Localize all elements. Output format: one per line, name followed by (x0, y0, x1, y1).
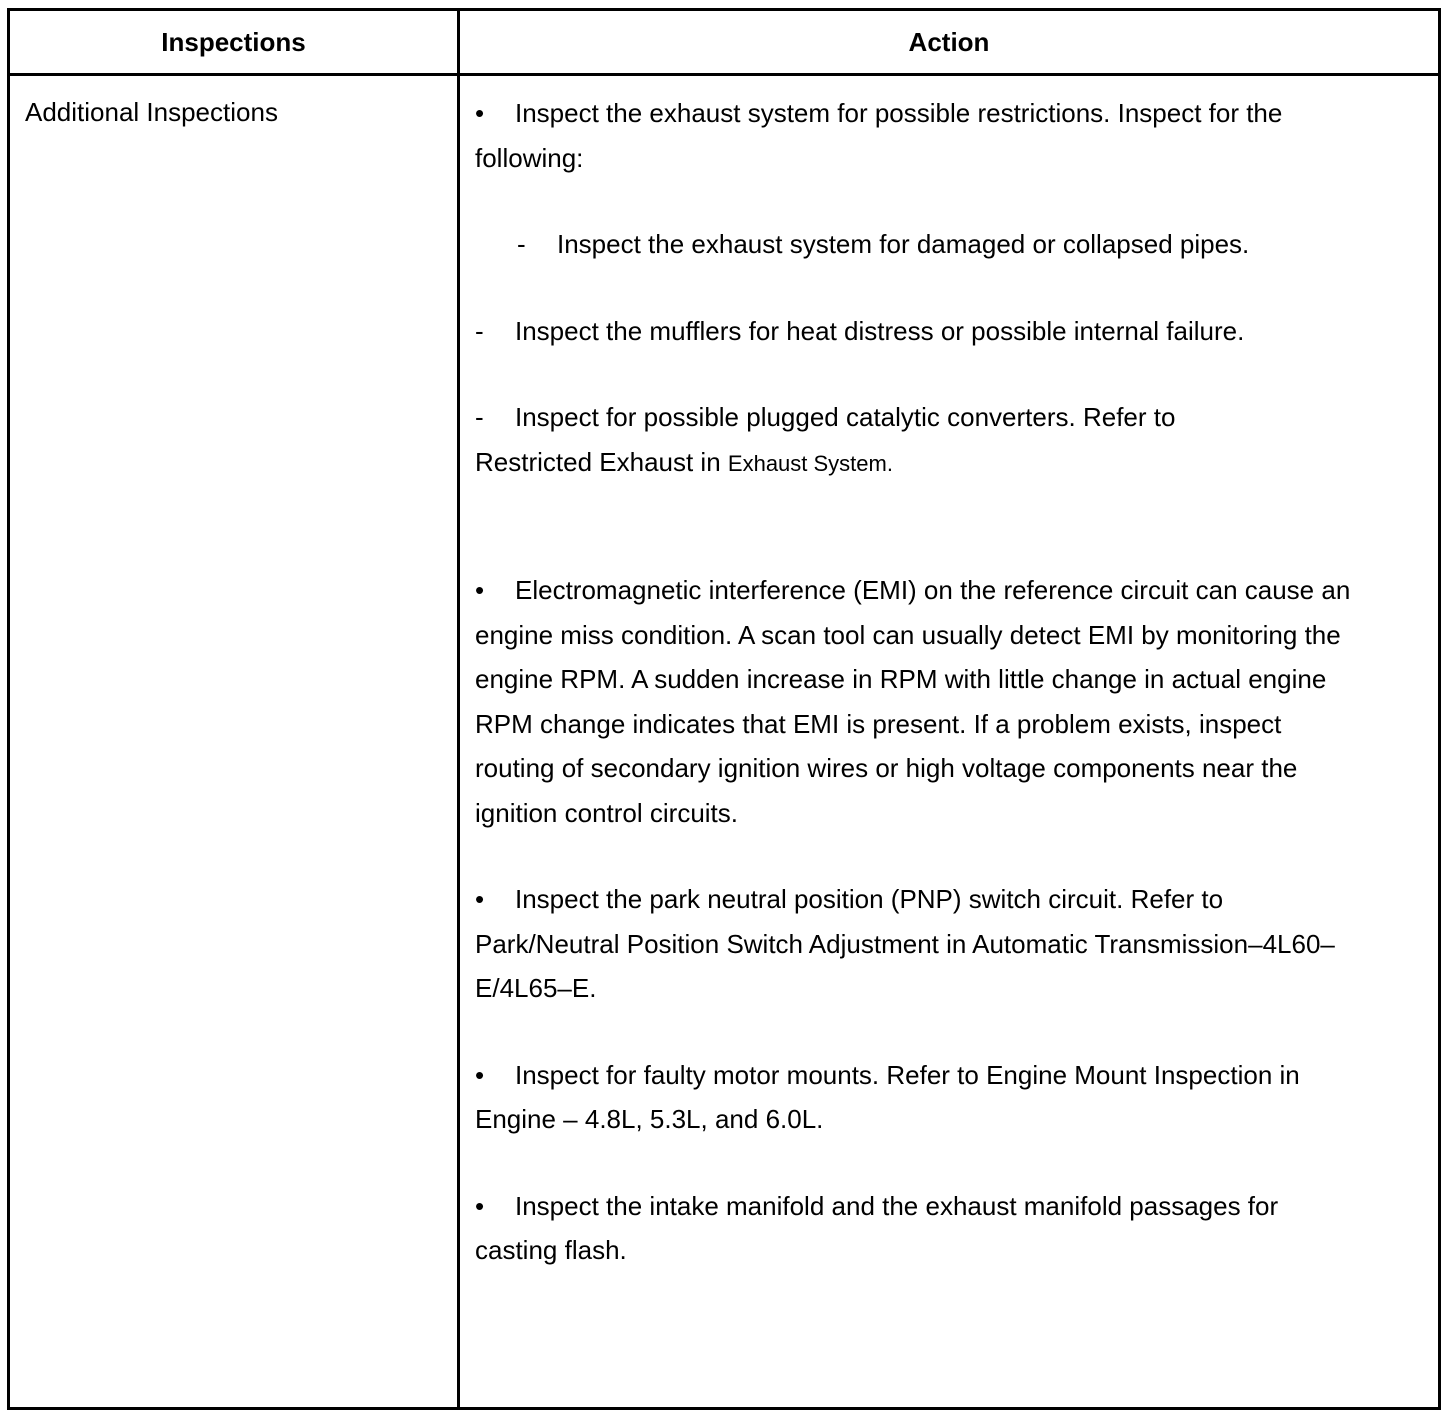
action-subitem-1: - Inspect the exhaust system for damaged or collapsed pipes. (475, 222, 1355, 267)
action-item-manifold: • Inspect the intake manifold and the exhaust manifold passages for casting flash. (475, 1184, 1355, 1273)
bullet-icon: • (475, 1059, 485, 1090)
action-item-emi: • Electromagnetic interference (EMI) on the reference circuit can cause an engine miss condition. A scan tool can usually detect EMI by monitoring the engine RPM. A sudden increase in RPM with little change in actual engine RPM change indicates that EMI is present. If a problem exists, inspect routing of secondary ignition wires or high voltage components near the ignition control circuits. (475, 568, 1355, 835)
bullet-icon: • (475, 575, 485, 605)
inspections-table (7, 8, 1441, 1410)
action-cell (475, 91, 1355, 1273)
action-item-pnp: • Inspect the park neutral position (PNP) switch circuit. Refer to Park/Neutral Position Switch Adjustment in Automatic Transmission–4L60–E/4L65–E. (475, 877, 1355, 1011)
exhaust-system-link[interactable]: Exhaust System. (727, 450, 893, 476)
dash-icon: - (517, 229, 526, 259)
dash-icon: - (475, 402, 484, 432)
header-inspections: Inspections (161, 26, 306, 57)
bullet-icon: • (475, 1190, 485, 1221)
action-subitem-2: - Inspect the mufflers for heat distress or possible internal failure. (475, 309, 1355, 354)
bullet-icon: • (475, 98, 485, 128)
action-subitem-3: - Inspect for possible plugged catalytic converters. Refer to Restricted Exhaust in Exhaust System. (475, 395, 1355, 486)
bullet-icon: • (475, 884, 485, 914)
inspection-cell: Additional Inspections (25, 97, 278, 127)
dash-icon: - (475, 315, 484, 346)
header-divider (10, 73, 1438, 76)
column-divider (457, 11, 460, 1407)
header-action: Action (908, 26, 990, 57)
action-item-mounts: • Inspect for faulty motor mounts. Refer to Engine Mount Inspection in Engine – 4.8L, 5.3L, and 6.0L. (475, 1053, 1355, 1142)
action-item-1: • Inspect the exhaust system for possible restrictions. Inspect for the following: (475, 91, 1355, 180)
